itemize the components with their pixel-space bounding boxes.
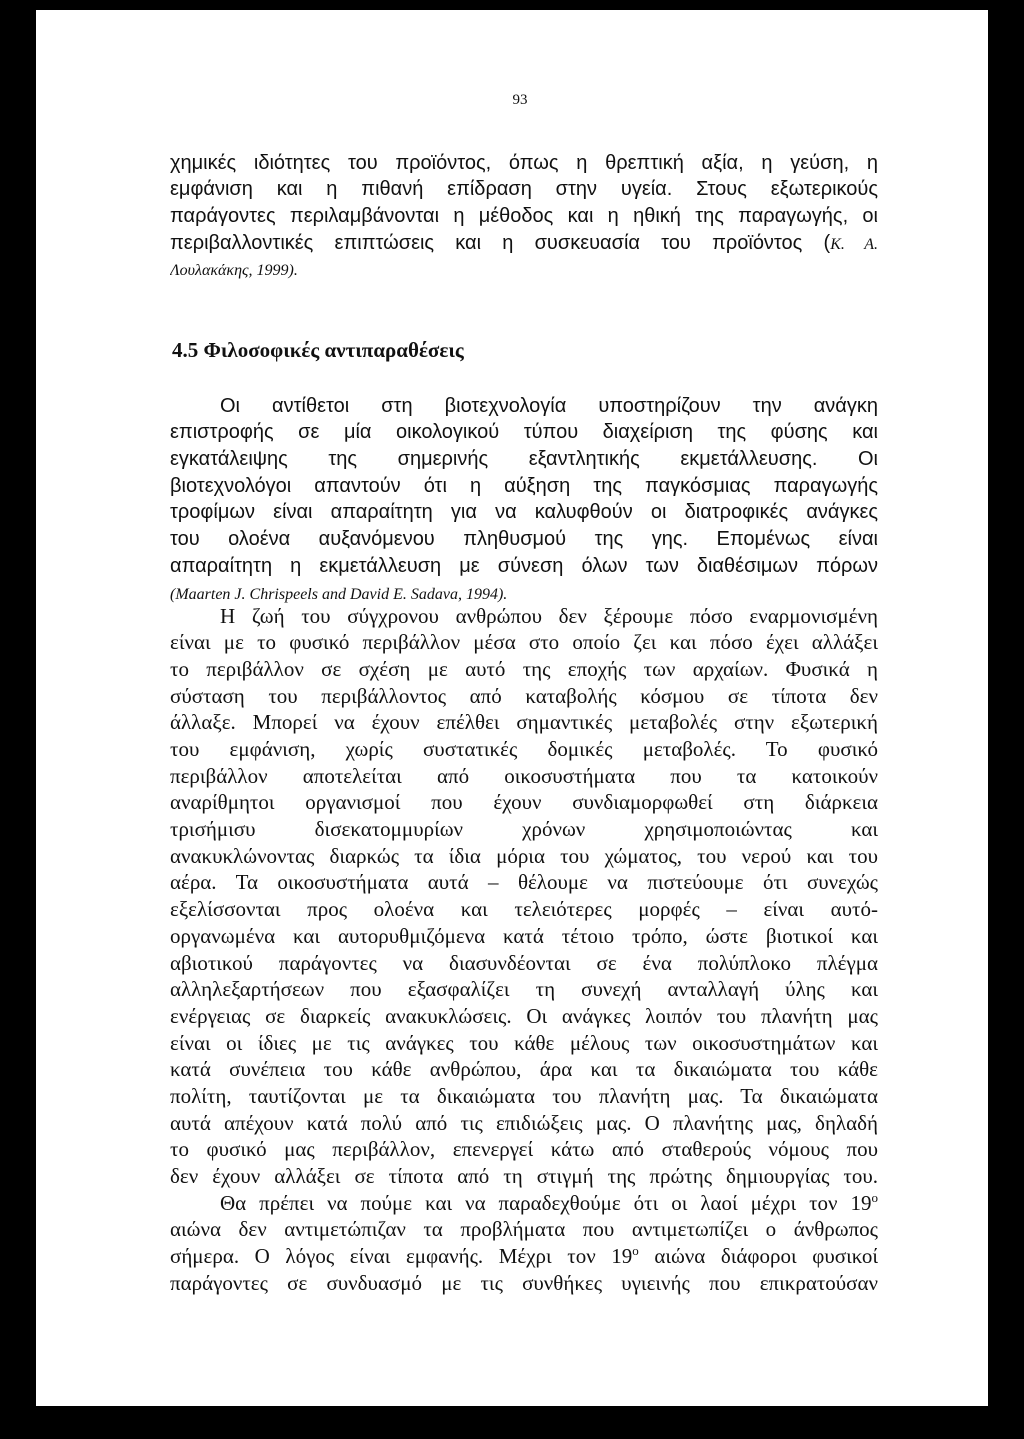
text-line: Η ζωή του σύγχρονου ανθρώπου δεν ξέρουμε πόσο εναρμονισμένη	[220, 603, 878, 628]
text-line: σύσταση του περιβάλλοντος από καταβολής κόσμου σε τίποτα δεν	[170, 683, 878, 708]
text-line	[170, 1190, 878, 1217]
text-line: αβιοτικού παράγοντες να διασυνδέονται σε ένα πολύπλοκο πλέγμα	[170, 950, 878, 975]
text-line: επιστροφής σε μία οικολογικού τύπου διαχείριση της φύσης και	[170, 421, 878, 444]
paragraph-1	[170, 150, 878, 283]
section-heading: 4.5 Φιλοσοφικές αντιπαραθέσεις	[172, 338, 464, 362]
text-line: είναι οι ίδιες με τις ανάγκες του κάθε μέλους των οικοσυστημάτων και	[170, 1030, 878, 1055]
text-line: χημικές ιδιότητες του προϊόντος, όπως η θρεπτική αξία, η γεύση, η	[170, 151, 878, 174]
citation-author-initials: Κ. Α.	[830, 235, 878, 253]
paragraph-2	[170, 393, 878, 607]
text-line	[170, 230, 878, 257]
text-line: πολίτη, ταυτίζονται με τα δικαιώματα του πλανήτη μας. Τα δικαιώματα	[170, 1083, 878, 1108]
text-line: ενέργειας σε διαρκείς ανακυκλώσεις. Οι ανάγκες λοιπόν του πλανήτη μας	[170, 1003, 878, 1028]
text-line: άλλαξε. Μπορεί να έχουν επέλθει σημαντικές μεταβολές στην εξωτερική	[170, 710, 878, 735]
text-line: απαραίτητη η εκμετάλλευση με σύνεση όλων των διαθέσιμων πόρων	[170, 554, 878, 577]
text-line: βιοτεχνολόγοι απαντούν ότι η αύξηση της παγκόσμιας παραγωγής	[170, 474, 878, 497]
text-line: αναρίθμητοι οργανισμοί που έχουν συνδιαμορφωθεί στη διάρκεια	[170, 790, 878, 815]
paragraph-3	[170, 603, 878, 1297]
text-line: εμφάνιση και η πιθανή επίδραση στην υγεία. Στους εξωτερικούς	[170, 178, 878, 201]
text-line: εγκατάλειψης της σημερινής εξαντλητικής εκμετάλλευσης. Οι	[170, 448, 878, 471]
text-line	[170, 256, 878, 283]
text-line: είναι με το φυσικό περιβάλλον μέσα στο οποίο ζει και πόσο έχει αλλάξει	[170, 630, 878, 655]
text-line	[170, 1243, 878, 1270]
superscript: o	[871, 1189, 878, 1205]
text-line: κατά συνέπεια του κάθε ανθρώπου, άρα και τα δικαιώματα του κάθε	[170, 1057, 878, 1082]
text-line: Οι αντίθετοι στη βιοτεχνολογία υποστηρίζουν την ανάγκη	[220, 394, 878, 417]
text-line: παράγοντες περιλαμβάνονται η μέθοδος και η ηθική της παραγωγής, οι	[170, 204, 878, 227]
text-segment: Θα πρέπει να πούμε και να παραδεχθούμε ότι οι λαοί μέχρι τον 19	[220, 1190, 872, 1215]
text-line: αλληλεξαρτήσεων που εξασφαλίζει τη συνεχή ανταλλαγή ύλης και	[170, 977, 878, 1002]
text-line: αυτά απέχουν κατά πολύ από τις επιδιώξεις μας. Ο πλανήτης μας, δηλαδή	[170, 1110, 878, 1135]
text-line: τρισήμισυ δισεκατομμυρίων χρόνων χρησιμοποιώντας και	[170, 817, 878, 842]
citation: (Maarten J. Chrispeels and David E. Sadava, 1994).	[170, 585, 508, 603]
text-line: περιβάλλον αποτελείται από οικοσυστήματα που τα κατοικούν	[170, 763, 878, 788]
citation-author: Λουλακάκης, 1999).	[170, 262, 298, 280]
text-line: το φυσικό μας περιβάλλον, επενεργεί κάτω από σταθερούς νόμους που	[170, 1137, 878, 1162]
text-line: παράγοντες σε συνδυασμό με τις συνθήκες υγιεινής που επικρατούσαν	[170, 1270, 878, 1295]
text-line: εξελίσσονται προς ολοένα και τελειότερες μορφές – είναι αυτό-	[170, 897, 878, 922]
superscript: o	[632, 1243, 639, 1259]
text-segment: σήμερα. Ο λόγος είναι εμφανής. Μέχρι τον 19	[170, 1244, 633, 1269]
text-line: αέρα. Τα οικοσυστήματα αυτά – θέλουμε να πιστεύουμε ότι συνεχώς	[170, 870, 878, 895]
text-line: του εμφάνιση, χωρίς συστατικές δομικές μεταβολές. Το φυσικό	[170, 737, 878, 762]
paragraph-4	[170, 1190, 878, 1297]
text-line: τροφίμων είναι απαραίτητη για να καλυφθούν οι διατροφικές ανάγκες	[170, 501, 878, 524]
page-number: 93	[512, 92, 528, 108]
text-line: του ολοένα αυξανόμενου πληθυσμού της γης. Επομένως είναι	[170, 528, 878, 551]
document-page	[36, 10, 988, 1406]
text-line: οργανωμένα και αυτορυθμιζόμενα κατά τέτοιο τρόπο, ώστε βιοτικοί και	[170, 923, 878, 948]
text-line: το περιβάλλον σε σχέση με αυτό της εποχής των αρχαίων. Φυσικά η	[170, 656, 878, 681]
text-segment: περιβαλλοντικές επιπτώσεις και η συσκευασία του προϊόντος (	[170, 231, 831, 254]
text-line: δεν έχουν αλλάξει σε τίποτα από τη στιγμή της πρώτης δημιουργίας του.	[170, 1164, 878, 1189]
text-segment: αιώνα διάφοροι φυσικοί	[638, 1244, 878, 1269]
text-line: ανακυκλώνοντας διαρκώς τα ίδια μόρια του χώματος, του νερού και του	[170, 843, 878, 868]
text-line: αιώνα δεν αντιμετώπιζαν τα προβλήματα που αντιμετωπίζει ο άνθρωπος	[170, 1217, 878, 1242]
